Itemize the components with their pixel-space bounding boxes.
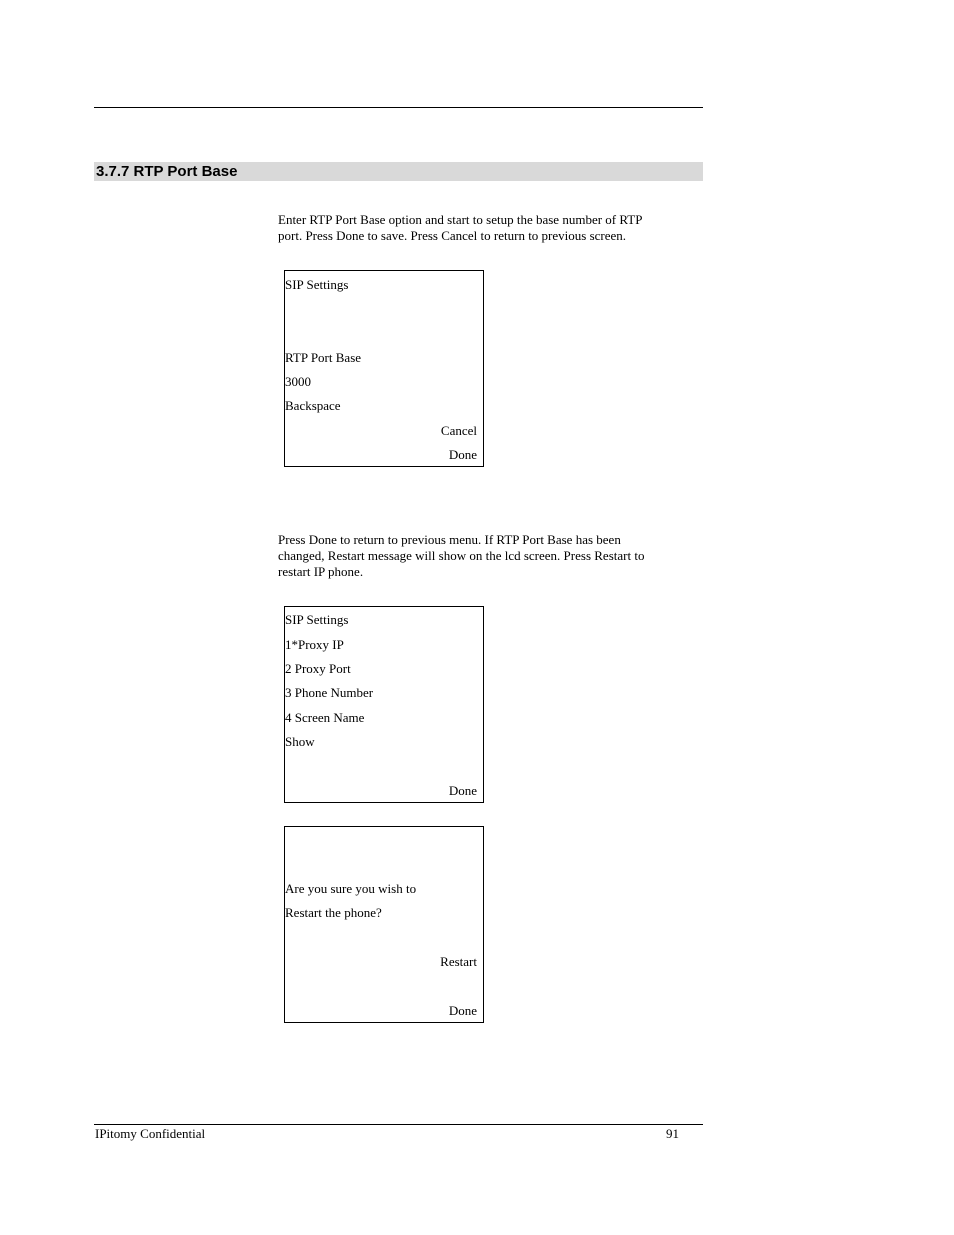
done-softkey[interactable]: Done [448, 447, 477, 462]
confirm-message-line2: Restart the phone? [285, 905, 382, 920]
confirm-message-line1: Are you sure you wish to [285, 881, 417, 896]
header-rule [94, 107, 703, 108]
lcd-title: SIP Settings [285, 612, 349, 627]
menu-item-proxy-port[interactable]: 2 Proxy Port [285, 661, 351, 676]
footer-confidential: IPitomy Confidential [95, 1126, 206, 1141]
restart-paragraph: Press Done to return to previous menu. If RTP Port Base has been changed, Restart message will show on the lcd screen. Press Restart to restart IP phone. [278, 532, 645, 579]
done-softkey[interactable]: Done [448, 1003, 477, 1018]
backspace-softkey[interactable]: Backspace [285, 398, 341, 413]
done-softkey[interactable]: Done [448, 783, 477, 798]
page-number: 91 [666, 1126, 679, 1141]
show-softkey[interactable]: Show [285, 734, 315, 749]
section-title: 3.7.7 RTP Port Base [96, 163, 238, 180]
restart-softkey[interactable]: Restart [440, 954, 477, 969]
menu-item-screen-name[interactable]: 4 Screen Name [285, 710, 365, 725]
lcd-title: SIP Settings [285, 277, 349, 292]
footer-rule [94, 1124, 703, 1125]
cancel-softkey[interactable]: Cancel [440, 423, 477, 438]
lcd-screen-rtp-port-base [284, 270, 484, 467]
section-heading-bar [94, 162, 703, 181]
menu-item-phone-number[interactable]: 3 Phone Number [285, 685, 374, 700]
menu-item-proxy-ip[interactable]: 1*Proxy IP [285, 637, 344, 652]
lcd-screen-sip-settings [284, 606, 484, 803]
lcd-screen-restart-confirm [284, 826, 484, 1023]
intro-paragraph: Enter RTP Port Base option and start to setup the base number of RTP port. Press Done to save. Press Cancel to return to previous screen. [278, 212, 642, 243]
rtp-port-base-label: RTP Port Base [285, 350, 362, 365]
rtp-port-base-value: 3000 [285, 374, 311, 389]
